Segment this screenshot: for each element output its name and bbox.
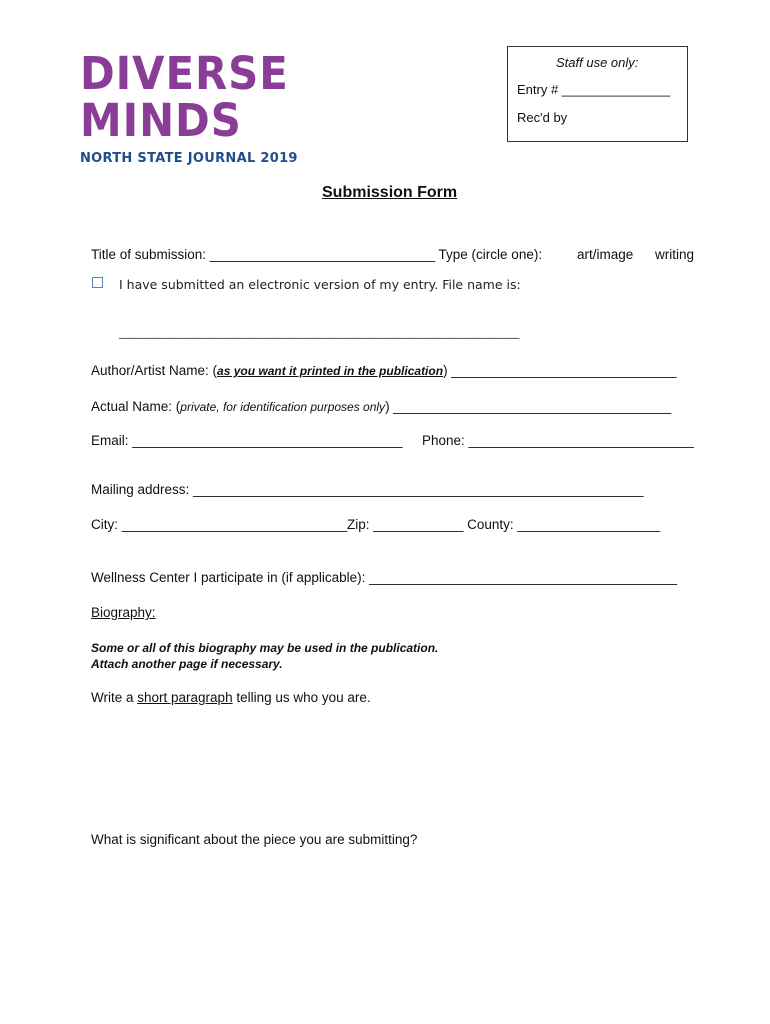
- author-prefix: Author/Artist Name: (: [91, 363, 218, 378]
- staff-entry-field[interactable]: Entry # _______________: [517, 82, 671, 97]
- checkbox-label: I have submitted an electronic version of my entry. File name is:: [119, 277, 521, 292]
- city-zip-county-field[interactable]: City: ______________________________Zip: ____________ County: ___________________: [91, 517, 661, 532]
- write-suffix: telling us who you are.: [232, 690, 371, 705]
- staff-recd-field[interactable]: Rec'd by: [517, 110, 568, 125]
- logo-line-journal: NORTH STATE JOURNAL 2019: [80, 151, 298, 166]
- electronic-version-checkbox[interactable]: [92, 277, 103, 288]
- actual-name-field[interactable]: [91, 399, 671, 414]
- staff-use-title: Staff use only:: [556, 55, 639, 70]
- logo-line-diverse: DIVERSE: [80, 47, 289, 100]
- biography-label: Biography:: [91, 605, 156, 620]
- biography-note-2: Attach another page if necessary.: [91, 657, 283, 671]
- biography-note-1: Some or all of this biography may be used in the publication.: [91, 641, 439, 655]
- author-suffix: ) ______________________________: [443, 363, 677, 378]
- wellness-center-field[interactable]: Wellness Center I participate in (if applicable): _________________________________________: [91, 570, 677, 585]
- staff-use-box: [507, 46, 688, 142]
- actual-note: private, for identification purposes only: [180, 400, 386, 414]
- write-paragraph-prompt: [91, 690, 371, 705]
- author-artist-name-field[interactable]: [91, 363, 677, 378]
- short-paragraph-text: short paragraph: [137, 690, 233, 705]
- email-field[interactable]: Email: ____________________________________: [91, 433, 403, 448]
- actual-suffix: ) _____________________________________: [385, 399, 672, 414]
- author-emphasis: as you want it printed in the publication: [217, 364, 444, 378]
- diverse-minds-logo: [80, 47, 304, 166]
- type-option-writing[interactable]: writing: [655, 247, 695, 262]
- title-of-submission-field[interactable]: Title of submission: ______________________________ Type (circle one):: [91, 247, 543, 262]
- type-option-art-image[interactable]: art/image: [577, 247, 634, 262]
- write-prefix: Write a: [91, 690, 138, 705]
- file-name-field[interactable]: ________________________________________________________________________________: [119, 326, 519, 339]
- mailing-address-field[interactable]: Mailing address: ____________________________________________________________: [91, 482, 644, 497]
- form-title: Submission Form: [322, 184, 458, 201]
- actual-prefix: Actual Name: (: [91, 399, 181, 414]
- phone-field[interactable]: Phone: ______________________________: [422, 433, 694, 448]
- logo-line-minds: MINDS: [80, 94, 242, 147]
- significance-prompt: What is significant about the piece you are submitting?: [91, 832, 418, 847]
